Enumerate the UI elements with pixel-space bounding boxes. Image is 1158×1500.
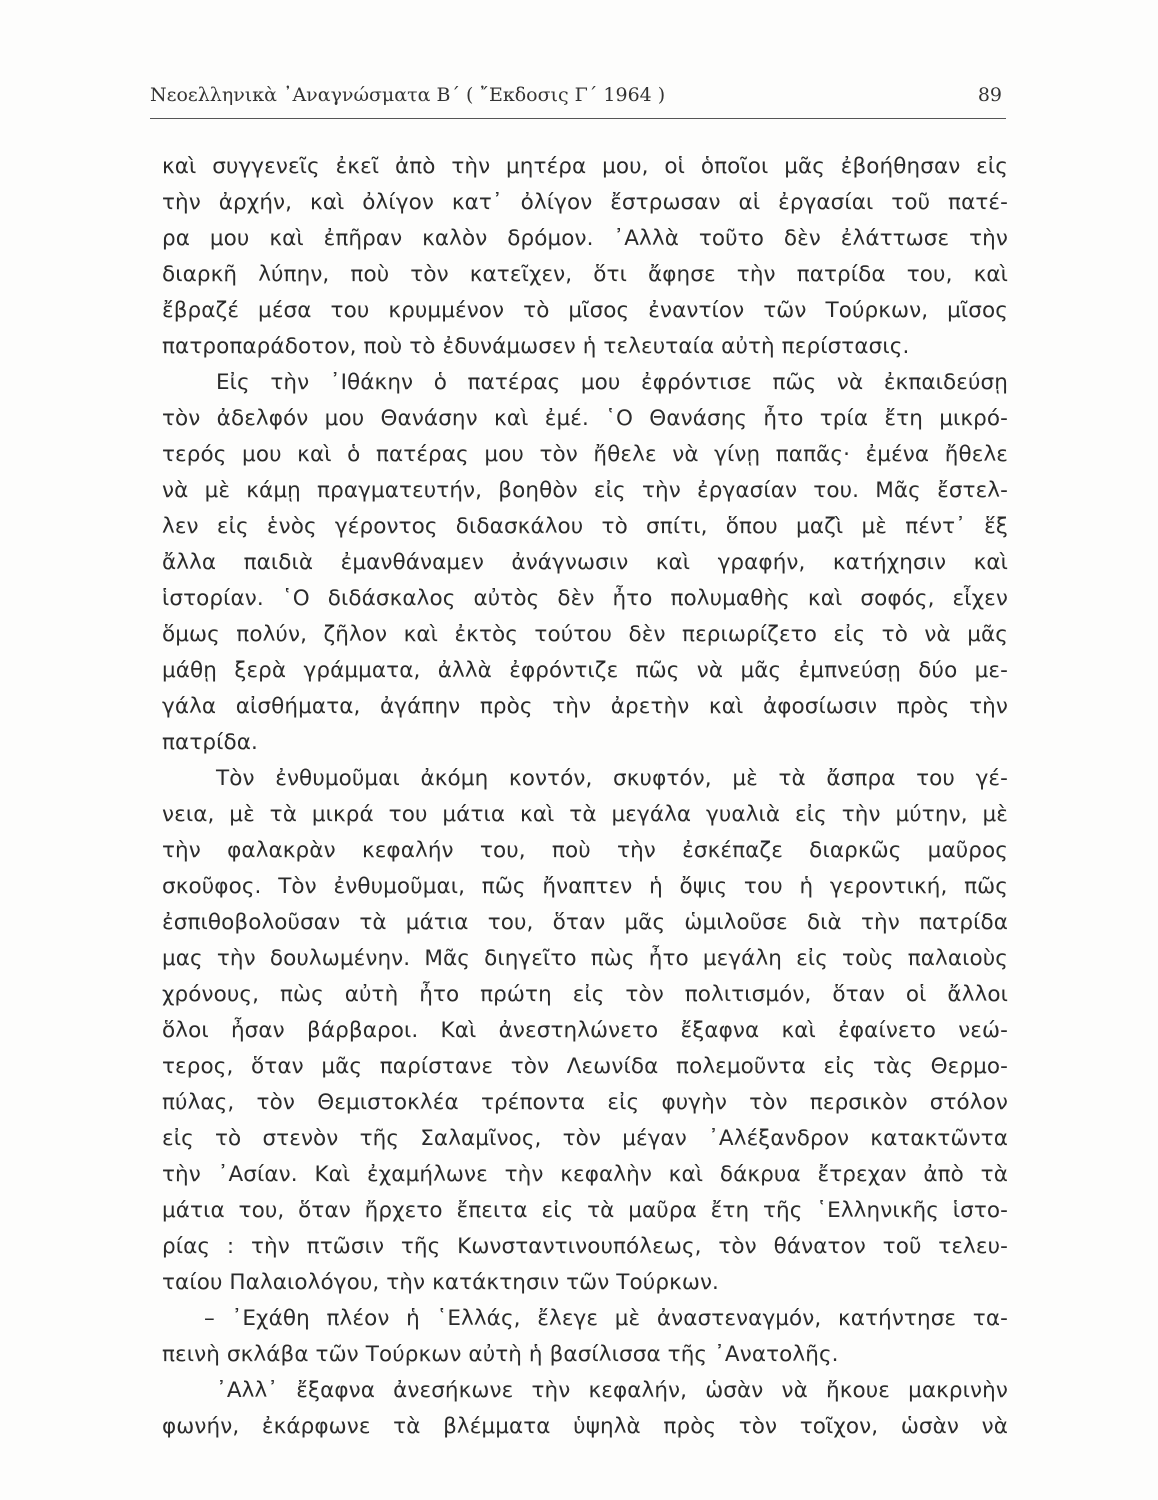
text-line: καὶ συγγενεῖς ἐκεῖ ἀπὸ τὴν μητέρα μου, οἱ ὁποῖοι μᾶς ἐβοήθησαν εἰς — [162, 154, 1008, 179]
text-line: ἱστορίαν. ῾Ο διδάσκαλος αὐτὸς δὲν ἦτο πολυμαθὴς καὶ σοφός, εἶχεν — [162, 586, 1008, 611]
text-line: ἔβραζέ μέσα του κρυμμένον τὸ μῖσος ἐναντίον τῶν Τούρκων, μῖσος — [162, 298, 1008, 323]
paragraph-first-line: Εἰς τὴν ᾿Ιθάκην ὁ πατέρας μου ἐφρόντισε πῶς νὰ ἐκπαιδεύσῃ — [216, 370, 1008, 395]
text-line: πατρίδα. — [162, 730, 258, 755]
text-line: νεια, μὲ τὰ μικρά του μάτια καὶ τὰ μεγάλα γυαλιὰ εἰς τὴν μύτην, μὲ — [162, 802, 1008, 827]
text-line: ὅμως πολύν, ζῆλον καὶ ἐκτὸς τούτου δὲν περιωρίζετο εἰς τὸ νὰ μᾶς — [162, 622, 1008, 647]
body-text — [162, 149, 1008, 1445]
text-line: ἄλλα παιδιὰ ἐμανθάναμεν ἀνάγνωσιν καὶ γραφήν, κατήχησιν καὶ — [162, 550, 1008, 575]
text-line: τὴν φαλακρὰν κεφαλήν του, ποὺ τὴν ἐσκέπαζε διαρκῶς μαῦρος — [162, 838, 1008, 863]
text-line: πατροπαράδοτον, ποὺ τὸ ἐδυνάμωσεν ἡ τελευταία αὐτὴ περίστασις. — [162, 334, 910, 359]
text-line: τερος, ὅταν μᾶς παρίστανε τὸν Λεωνίδα πολεμοῦντα εἰς τὰς Θερμο- — [162, 1054, 1008, 1079]
text-line: τερός μου καὶ ὁ πατέρας μου τὸν ἤθελε νὰ γίνῃ παπᾶς· ἐμένα ἤθελε — [162, 442, 1008, 467]
dialogue-line: – ᾿Εχάθη πλέον ἡ ῾Ελλάς, ἔλεγε μὲ ἀναστεναγμόν, κατήντησε τα- — [204, 1306, 1008, 1331]
text-line: μας τὴν δουλωμένην. Μᾶς διηγεῖτο πὼς ἦτο μεγάλη εἰς τοὺς παλαιοὺς — [162, 946, 1008, 971]
text-line: νὰ μὲ κάμῃ πραγματευτήν, βοηθὸν εἰς τὴν ἐργασίαν του. Μᾶς ἔστελ- — [162, 478, 1008, 503]
text-line: ρα μου καὶ ἐπῆραν καλὸν δρόμον. ᾿Αλλὰ τοῦτο δὲν ἐλάττωσε τὴν — [162, 226, 1008, 251]
text-line: ἐσπιθοβολοῦσαν τὰ μάτια του, ὅταν μᾶς ὡμιλοῦσε διὰ τὴν πατρίδα — [162, 910, 1008, 935]
text-line: ρίας : τὴν πτῶσιν τῆς Κωνσταντινουπόλεως, τὸν θάνατον τοῦ τελευ- — [162, 1234, 1008, 1259]
paragraph-first-line: ᾿Αλλ᾽ ἔξαφνα ἀνεσήκωνε τὴν κεφαλήν, ὡσὰν νὰ ἤκουε μακρινὴν — [216, 1378, 1008, 1403]
header-title: Νεοελληνικὰ ᾿Αναγνώσματα Β΄ ( ῎Εκδοσις Γ΄ 1964 ) — [150, 84, 666, 106]
text-line: τὴν ᾿Ασίαν. Καὶ ἐχαμήλωνε τὴν κεφαλὴν καὶ δάκρυα ἔτρεχαν ἀπὸ τὰ — [162, 1162, 1008, 1187]
text-line: ὅλοι ἦσαν βάρβαροι. Καὶ ἀνεστηλώνετο ἔξαφνα καὶ ἐφαίνετο νεώ- — [162, 1018, 1008, 1043]
text-line: τὴν ἀρχήν, καὶ ὀλίγον κατ᾽ ὀλίγον ἔστρωσαν αἱ ἐργασίαι τοῦ πατέ- — [162, 190, 1008, 215]
text-line: γάλα αἰσθήματα, ἀγάπην πρὸς τὴν ἀρετὴν καὶ ἀφοσίωσιν πρὸς τὴν — [162, 694, 1008, 719]
text-line: πύλας, τὸν Θεμιστοκλέα τρέποντα εἰς φυγὴν τὸν περσικὸν στόλον — [162, 1090, 1008, 1115]
page-number: 89 — [977, 84, 1002, 106]
text-line: πεινὴ σκλάβα τῶν Τούρκων αὐτὴ ἡ βασίλισσα τῆς ᾿Ανατολῆς. — [162, 1342, 839, 1367]
text-line: ταίου Παλαιολόγου, τὴν κατάκτησιν τῶν Τούρκων. — [162, 1270, 719, 1295]
text-line: εἰς τὸ στενὸν τῆς Σαλαμῖνος, τὸν μέγαν ᾿Αλέξανδρον κατακτῶντα — [162, 1126, 1008, 1151]
text-line: χρόνους, πὼς αὐτὴ ἦτο πρώτη εἰς τὸν πολιτισμόν, ὅταν οἱ ἄλλοι — [162, 982, 1008, 1007]
text-line: σκοῦφος. Τὸν ἐνθυμοῦμαι, πῶς ἤναπτεν ἡ ὄψις του ἡ γεροντική, πῶς — [162, 874, 1008, 899]
running-header — [150, 84, 1006, 114]
header-rule — [150, 118, 1006, 119]
text-line: μάτια του, ὅταν ἤρχετο ἔπειτα εἰς τὰ μαῦρα ἔτη τῆς ῾Ελληνικῆς ἱστο- — [162, 1198, 1008, 1223]
paragraph-first-line: Τὸν ἐνθυμοῦμαι ἀκόμη κοντόν, σκυφτόν, μὲ τὰ ἄσπρα του γέ- — [216, 766, 1008, 791]
text-line: λεν εἰς ἑνὸς γέροντος διδασκάλου τὸ σπίτι, ὅπου μαζὶ μὲ πέντ᾽ ἕξ — [162, 514, 1008, 539]
text-line: μάθῃ ξερὰ γράμματα, ἀλλὰ ἐφρόντιζε πῶς νὰ μᾶς ἐμπνεύσῃ δύο με- — [162, 658, 1008, 683]
text-line: φωνήν, ἐκάρφωνε τὰ βλέμματα ὑψηλὰ πρὸς τὸν τοῖχον, ὡσὰν νὰ — [162, 1414, 1008, 1439]
text-line: διαρκῆ λύπην, ποὺ τὸν κατεῖχεν, ὅτι ἄφησε τὴν πατρίδα του, καὶ — [162, 262, 1008, 287]
text-line: τὸν ἀδελφόν μου Θανάσην καὶ ἐμέ. ῾Ο Θανάσης ἦτο τρία ἔτη μικρό- — [162, 406, 1008, 431]
